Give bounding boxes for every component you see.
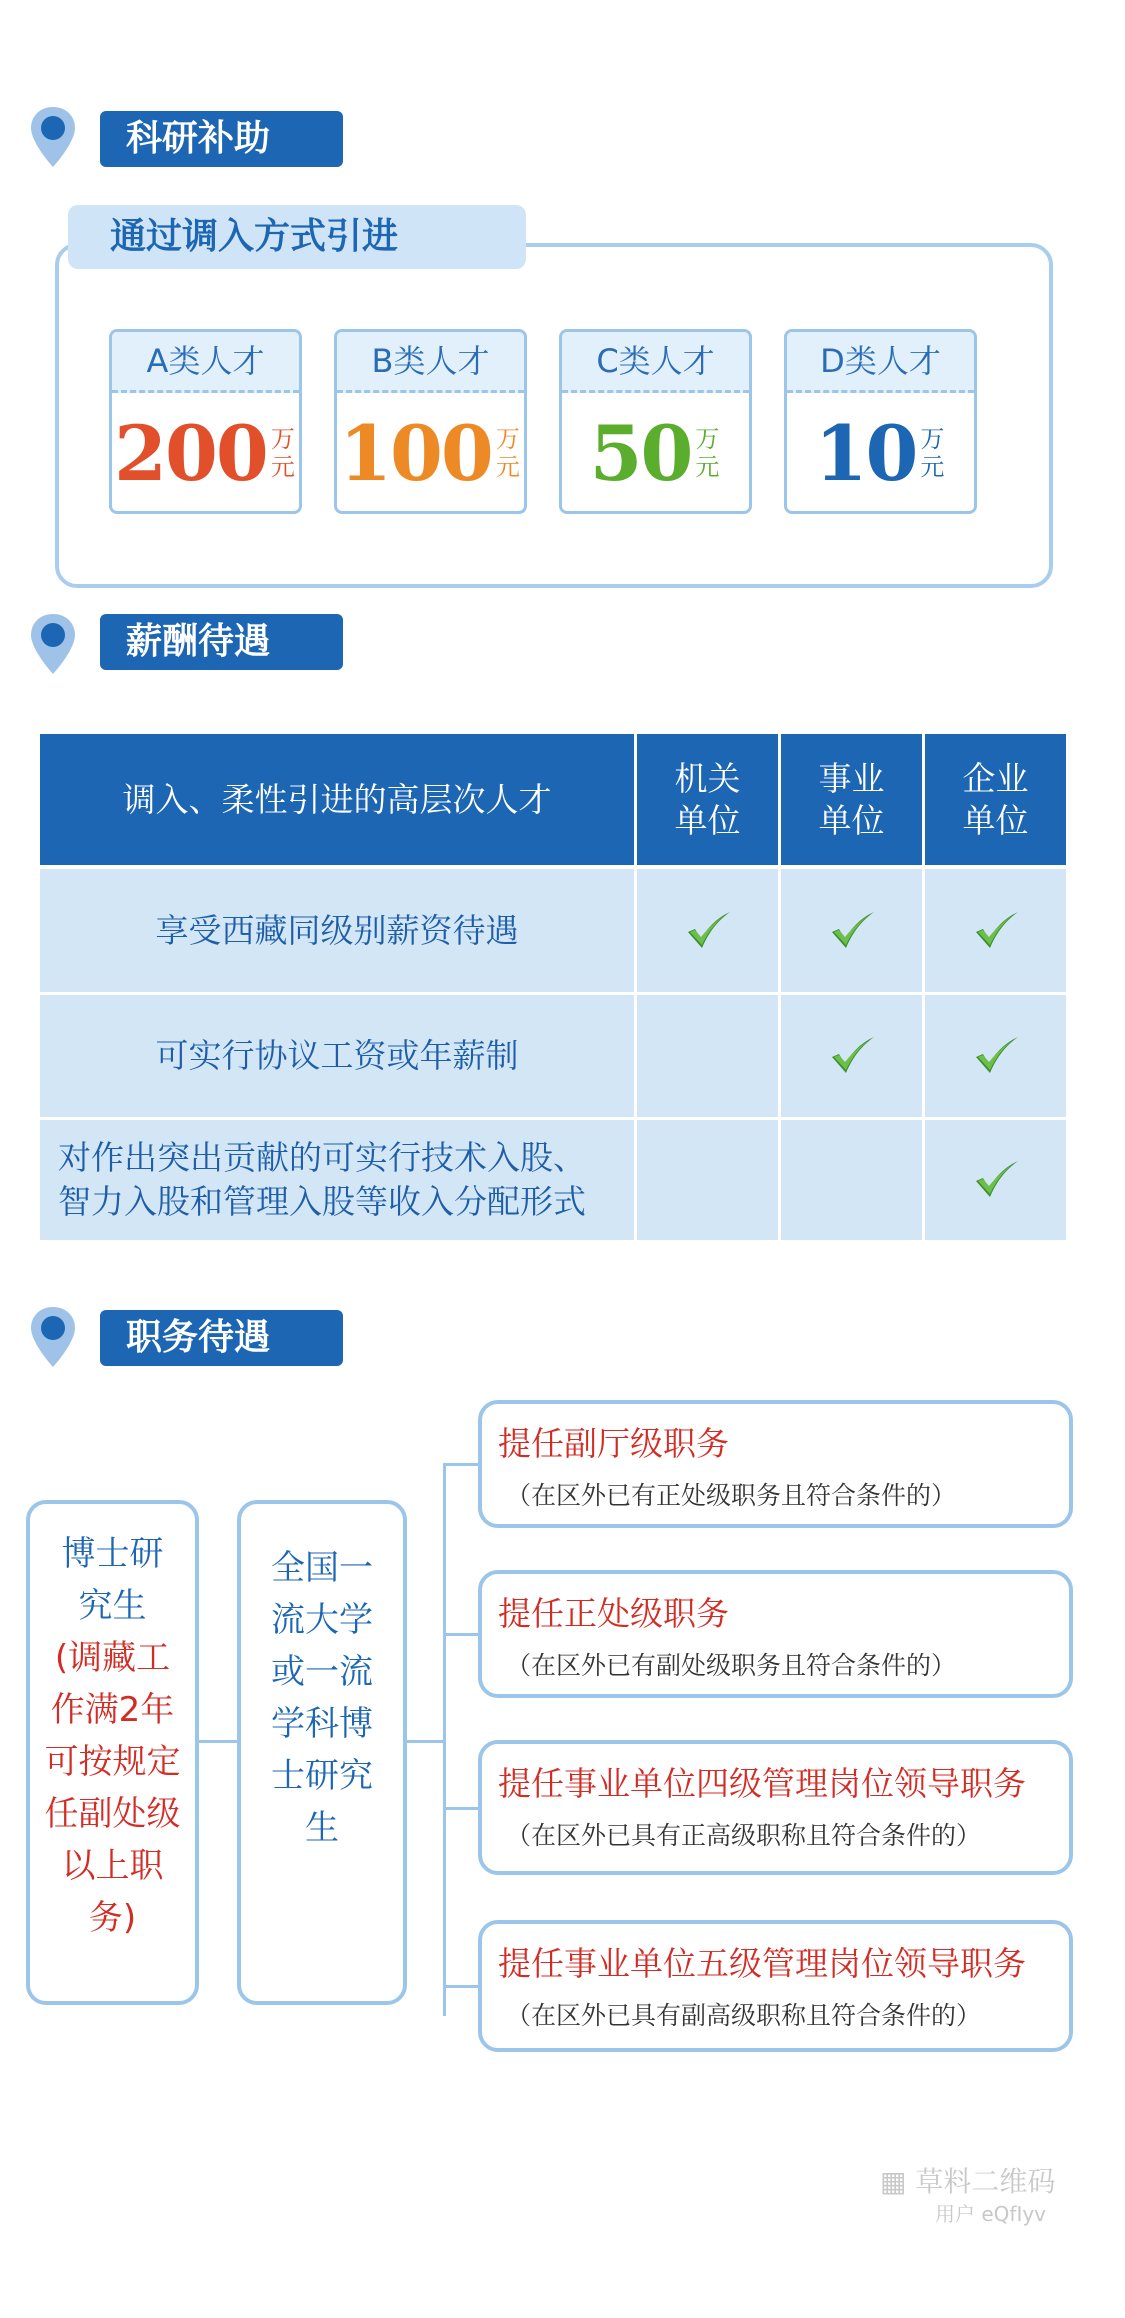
promotion-option [478, 1920, 1073, 2052]
table-row-label: 享受西藏同级别薪资待遇 [40, 869, 634, 992]
checkmark-icon [972, 1157, 1020, 1203]
table-cell [781, 1120, 922, 1240]
location-pin-icon [28, 1305, 78, 1369]
connector-line [443, 1466, 446, 2016]
watermark-user: 用户 eQfIyv [935, 2202, 1047, 2226]
promotion-option [478, 1400, 1073, 1528]
checkmark-icon [972, 1033, 1020, 1079]
table-row-label: 对作出突出贡献的可实行技术入股、智力入股和管理入股等收入分配形式 [40, 1120, 634, 1240]
promotion-title: 提任事业单位四级管理岗位领导职务 [498, 1764, 1026, 1803]
phd-title: 博士研究生 [61, 1534, 164, 1626]
connector-line [443, 1463, 480, 1466]
section-label-duty: 职务待遇 [100, 1310, 343, 1366]
connector-line [199, 1740, 237, 1743]
table-header-unit: 机关单位 [637, 734, 778, 865]
promotion-title: 提任事业单位五级管理岗位领导职务 [498, 1944, 1026, 1983]
talent-card-amount: 100 [339, 408, 492, 498]
checkmark-icon [972, 908, 1020, 954]
promotion-option [478, 1740, 1073, 1875]
talent-card-amount: 10 [814, 408, 917, 498]
checkmark-icon [828, 908, 876, 954]
talent-card-unit: 万元 [920, 425, 945, 481]
connector-line [443, 1807, 480, 1810]
qrcode-icon: ▦ [880, 2165, 916, 2198]
checkmark-icon [828, 1033, 876, 1079]
section-label-salary: 薪酬待遇 [100, 614, 343, 670]
table-cell [781, 869, 922, 992]
table-cell [925, 995, 1066, 1117]
talent-card-unit: 万元 [495, 425, 520, 481]
talent-card-title: D类人才 [787, 332, 974, 393]
talent-card-amount: 50 [589, 408, 692, 498]
talent-card [559, 329, 752, 514]
promotion-condition: （在区外已有副处级职务且符合条件的） [506, 1651, 957, 1680]
table-cell [637, 869, 778, 992]
promotion-option [478, 1570, 1073, 1698]
table-header-unit: 企业单位 [925, 734, 1066, 865]
connector-line [443, 1985, 480, 1988]
table-cell [925, 1120, 1066, 1240]
checkmark-icon [684, 908, 732, 954]
table-cell [637, 1120, 778, 1240]
table-cell [781, 995, 922, 1117]
talent-card-unit: 万元 [695, 425, 720, 481]
table-header-talent: 调入、柔性引进的高层次人才 [40, 734, 634, 865]
talent-card [334, 329, 527, 514]
promotion-title: 提任正处级职务 [498, 1594, 729, 1633]
talent-card-title: C类人才 [562, 332, 749, 393]
top-university-text: 全国一流大学或一流学科博士研究生 [271, 1548, 373, 1848]
table-cell [637, 995, 778, 1117]
talent-card-amount: 200 [114, 408, 267, 498]
talent-card-unit: 万元 [270, 425, 295, 481]
talent-card-title: B类人才 [337, 332, 524, 393]
location-pin-icon [28, 105, 78, 169]
promotion-condition: （在区外已有正处级职务且符合条件的） [506, 1481, 957, 1510]
phd-box [26, 1500, 199, 2005]
top-university-box [237, 1500, 407, 2005]
table-row-label: 可实行协议工资或年薪制 [40, 995, 634, 1117]
connector-line [407, 1740, 444, 1743]
promotion-condition: （在区外已具有正高级职称且符合条件的） [506, 1821, 982, 1850]
promotion-condition: （在区外已具有副高级职称且符合条件的） [506, 2001, 982, 2030]
connector-line [443, 1633, 480, 1636]
table-header-unit: 事业单位 [781, 734, 922, 865]
watermark-title: ▦ 草料二维码 [880, 2165, 1056, 2198]
talent-card [784, 329, 977, 514]
section-label-research: 科研补助 [100, 111, 343, 167]
location-pin-icon [28, 612, 78, 676]
talent-card [109, 329, 302, 514]
table-cell [925, 869, 1066, 992]
research-subtitle: 通过调入方式引进 [68, 205, 526, 269]
promotion-title: 提任副厅级职务 [498, 1424, 729, 1463]
phd-note: (调藏工作满2年可按规定任副处级以上职务) [44, 1638, 181, 1938]
talent-card-title: A类人才 [112, 332, 299, 393]
